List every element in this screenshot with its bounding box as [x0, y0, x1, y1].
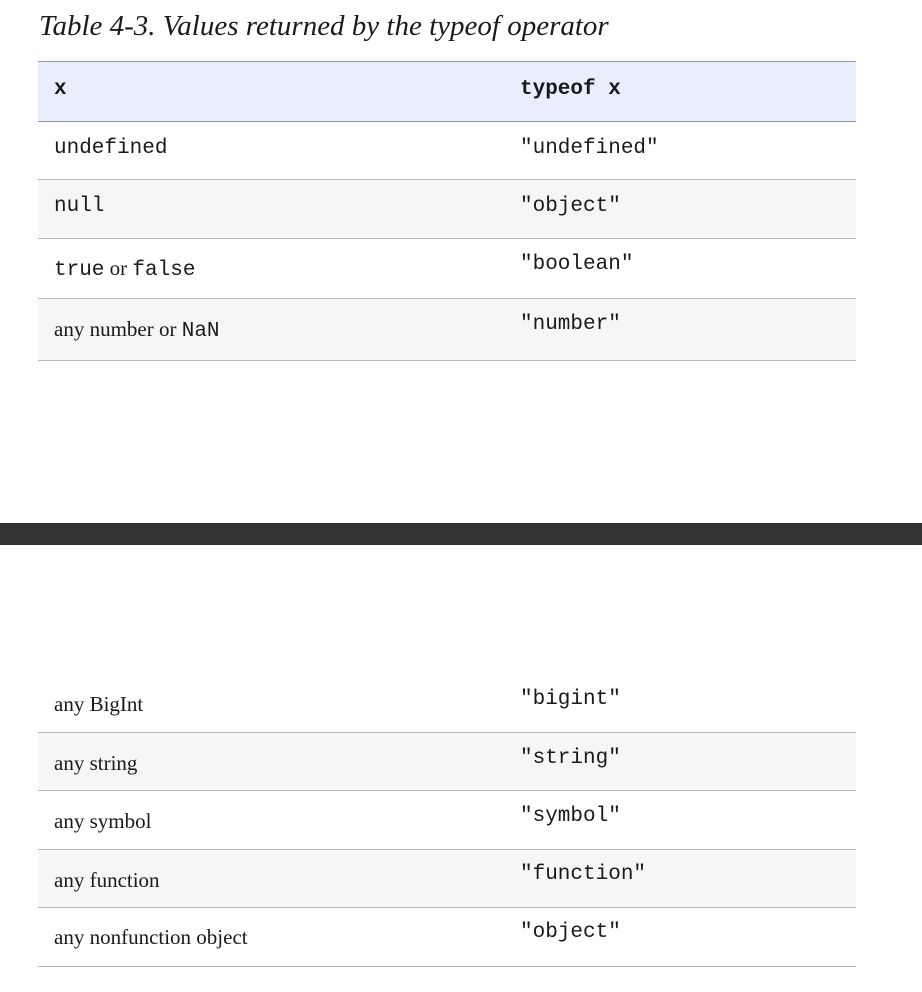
row-value-code: NaN	[181, 320, 220, 343]
row-value-text: any nonfunction object	[54, 925, 248, 949]
row-value-code-a: true	[54, 259, 105, 282]
row-typeof-result: "symbol"	[520, 805, 621, 828]
row-value-text: any number or	[54, 317, 177, 341]
row-value-code: undefined	[54, 137, 168, 160]
row-value-text: any function	[54, 868, 160, 892]
row-value-code: null	[54, 195, 105, 218]
header-typeof-x	[520, 78, 621, 101]
row-value-code-b: false	[132, 259, 196, 282]
row-value-text: any BigInt	[54, 692, 144, 716]
table-row	[38, 299, 856, 361]
table-row	[38, 675, 856, 733]
header-typeof-operand: x	[608, 78, 621, 101]
table-row	[38, 122, 856, 180]
row-typeof-result: "bigint"	[520, 688, 621, 711]
row-value-text: any string	[54, 751, 138, 775]
table-row	[38, 850, 856, 908]
row-value-text: any symbol	[54, 809, 152, 833]
table-row	[38, 239, 856, 299]
header-typeof-keyword: typeof	[520, 78, 596, 101]
typeof-table-bottom	[38, 675, 856, 967]
row-typeof-result: "object"	[520, 195, 621, 218]
table-row	[38, 733, 856, 791]
table-row	[38, 180, 856, 239]
table-caption: Table 4-3. Values returned by the typeof operator	[39, 10, 609, 42]
row-typeof-result: "string"	[520, 747, 621, 770]
row-typeof-result: "function"	[520, 863, 647, 886]
table-row	[38, 791, 856, 850]
row-typeof-result: "object"	[520, 921, 621, 944]
page-break-divider	[0, 523, 922, 545]
row-typeof-result: "undefined"	[520, 137, 659, 160]
row-value-word: or	[109, 256, 128, 280]
row-value	[54, 317, 220, 343]
row-typeof-result: "boolean"	[520, 253, 634, 276]
row-value	[54, 256, 195, 282]
table-row	[38, 908, 856, 967]
header-x: x	[54, 78, 67, 101]
table-header-row	[38, 61, 856, 122]
row-typeof-result: "number"	[520, 313, 621, 336]
typeof-table-top	[38, 61, 856, 361]
